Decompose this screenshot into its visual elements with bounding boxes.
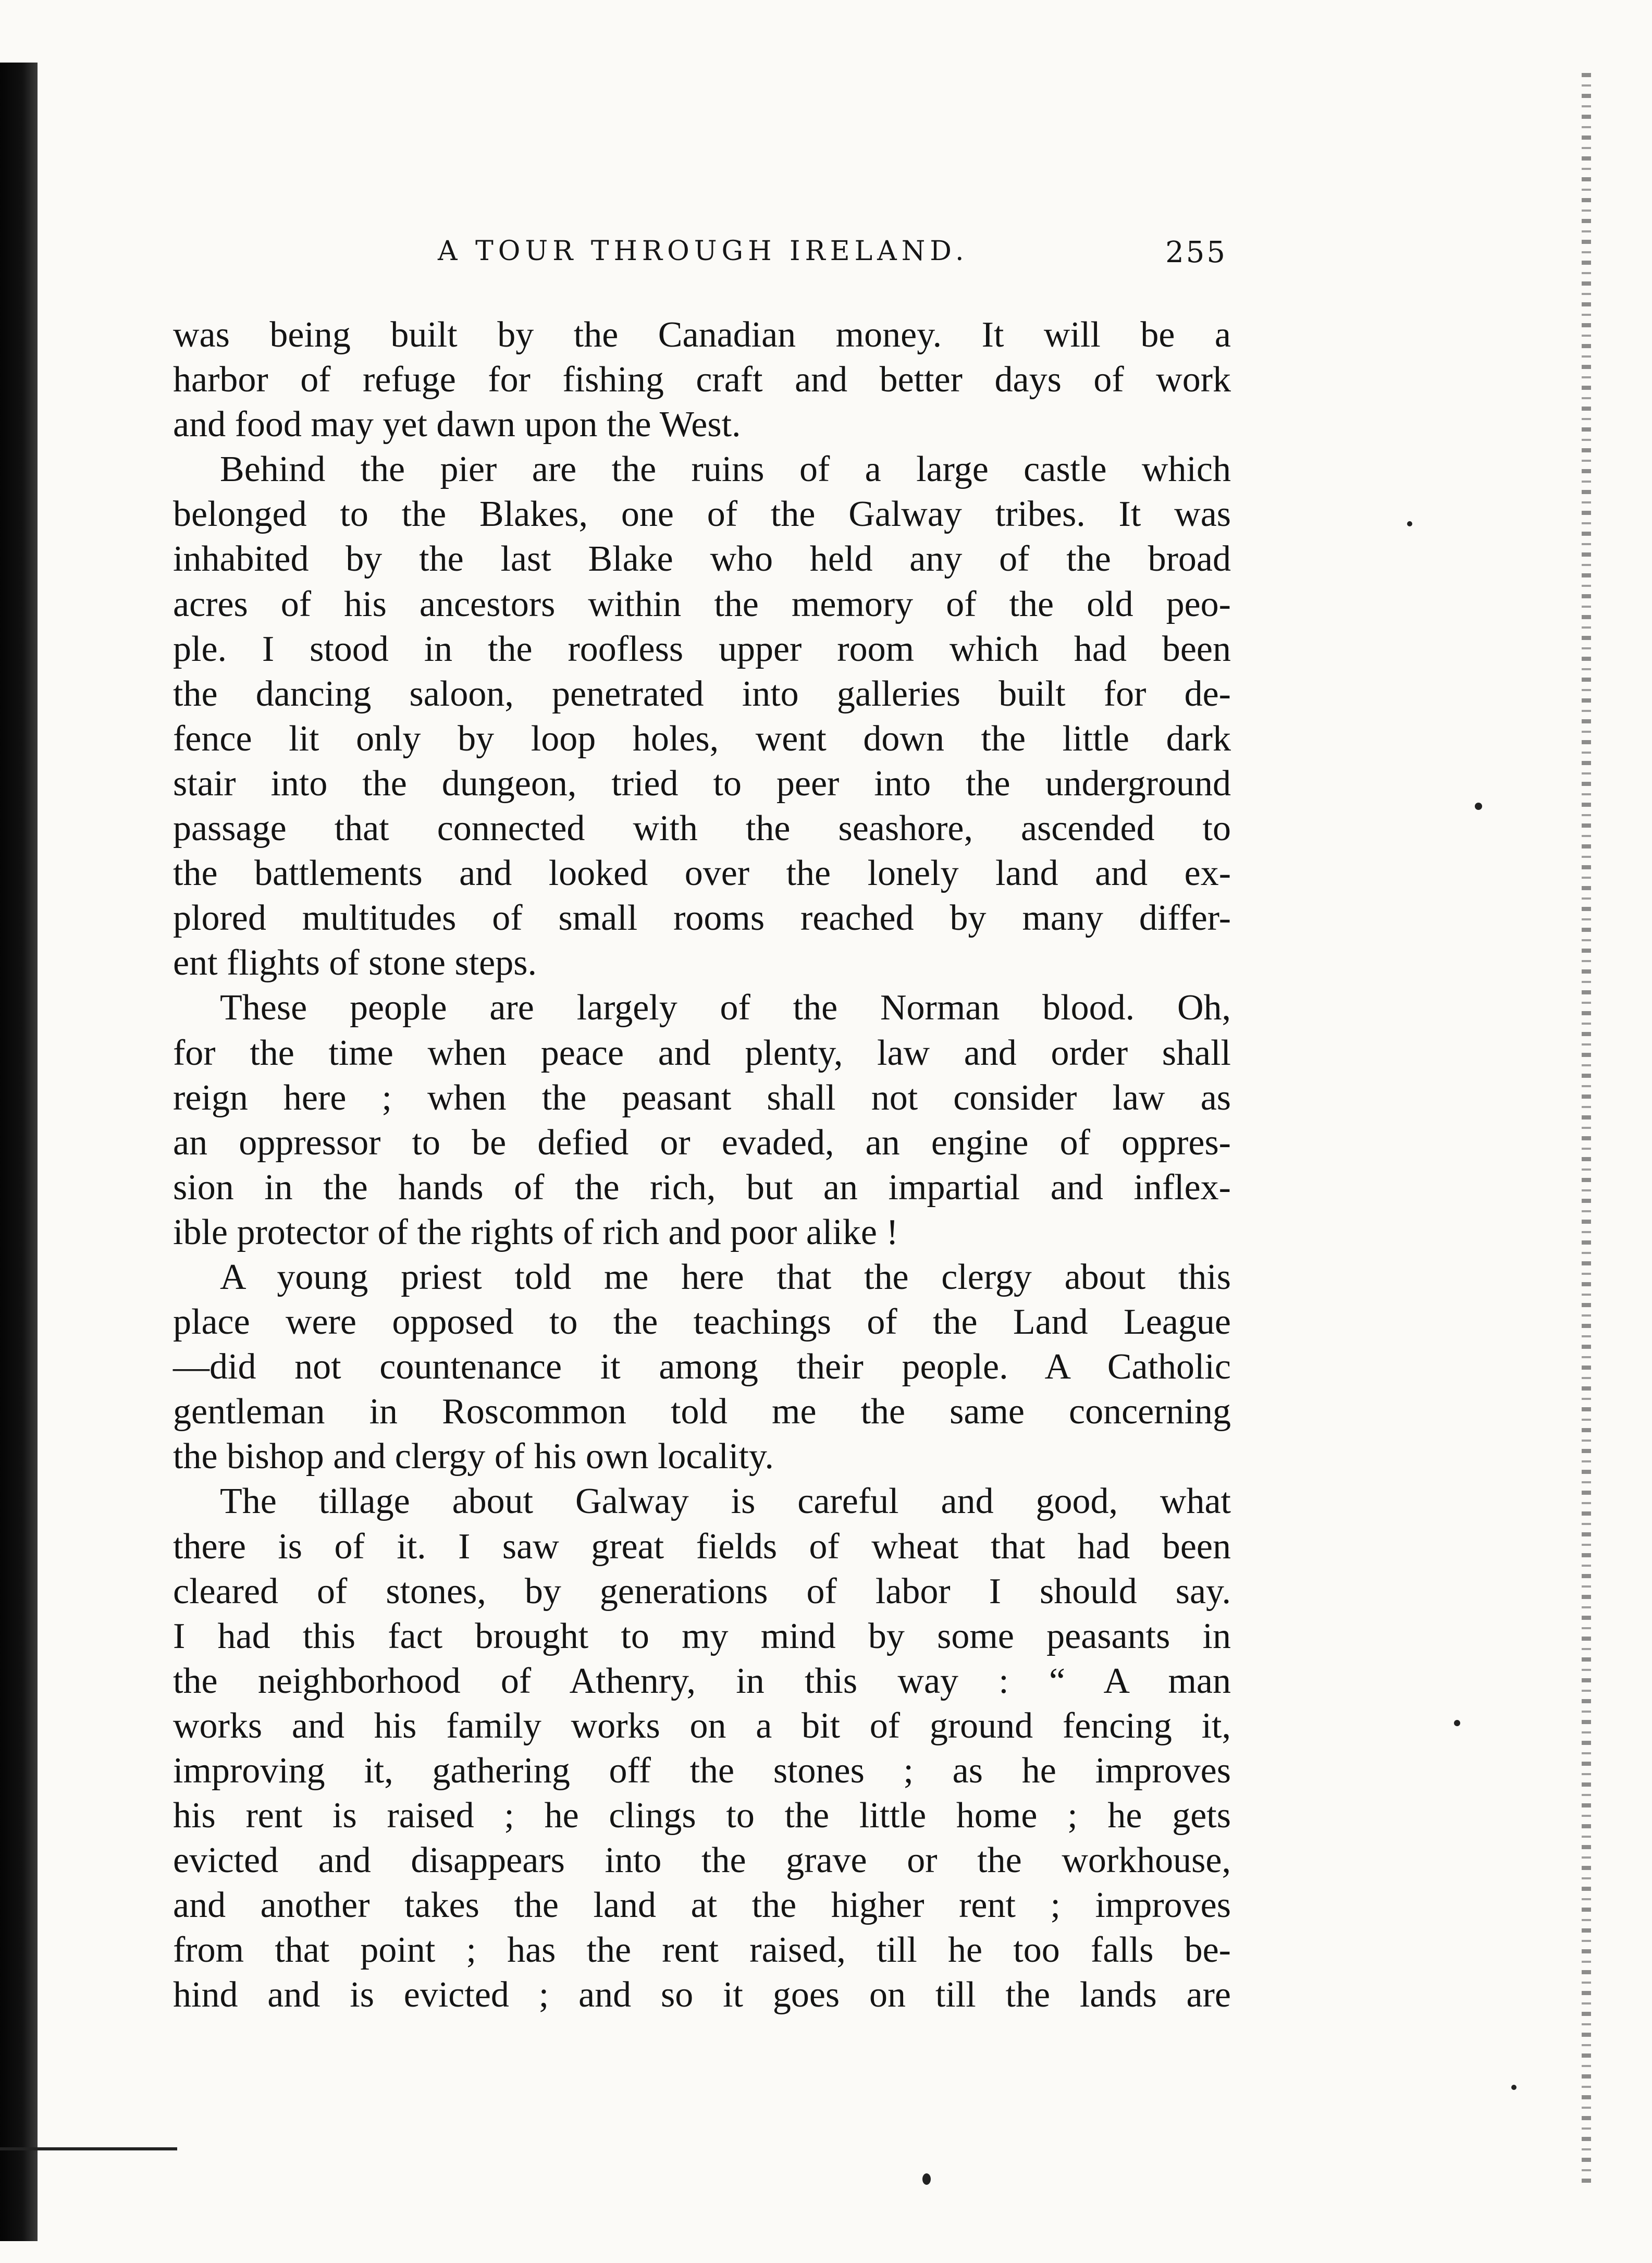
binding-shadow [0,63,38,2241]
text-line: belonged to the Blakes, one of the Galway tribes. It was [173,494,1231,535]
text-line: the battlements and looked over the lonely land and ex- [173,853,1231,894]
text-line: A young priest told me here that the clergy about this [220,1257,1231,1297]
running-head-title: A TOUR THROUGH IRELAND. [438,236,969,267]
page-number: 255 [1165,236,1227,269]
text-line: his rent is raised ; he clings to the little home ; he gets [173,1795,1231,1836]
text-line: —did not countenance it among their people. A Catholic [173,1347,1231,1387]
text-line: ible protector of the rights of rich and poor alike ! [173,1212,898,1252]
text-line: the dancing saloon, penetrated into galleries built for de- [173,673,1231,714]
text-line: The tillage about Galway is careful and good, what [220,1481,1231,1522]
scan-speck [922,2173,931,2185]
text-line: there is of it. I saw great fields of wheat that had been [173,1526,1231,1567]
body-text [173,313,1231,2018]
binding-mark [0,2147,177,2150]
text-line: improving it, gathering off the stones ; as he improves [173,1751,1231,1791]
scan-speck [1511,2085,1517,2090]
text-line: ple. I stood in the roofless upper room which had been [173,629,1231,669]
text-line: for the time when peace and plenty, law and order shall [173,1032,1231,1073]
text-line: gentleman in Roscommon told me the same concerning [173,1392,1231,1432]
text-line: and another takes the land at the higher rent ; improves [173,1885,1231,1926]
text-line: and food may yet dawn upon the West. [173,404,741,445]
text-line: harbor of refuge for fishing craft and better days of work [173,360,1231,400]
text-line: stair into the dungeon, tried to peer into the underground [173,763,1231,804]
text-line: passage that connected with the seashore, ascended to [173,808,1231,849]
text-line: was being built by the Canadian money. It will be a [173,315,1231,355]
running-head [175,236,1227,272]
text-line: the bishop and clergy of his own locality. [173,1436,774,1477]
text-line: reign here ; when the peasant shall not consider law as [173,1077,1231,1118]
scan-speck [1407,521,1412,526]
text-line: plored multitudes of small rooms reached by many differ- [173,898,1231,939]
text-line: hind and is evicted ; and so it goes on till the lands are [173,1975,1231,2015]
text-line: Behind the pier are the ruins of a large castle which [220,449,1231,490]
text-line: from that point ; has the rent raised, till he too falls be- [173,1930,1231,1971]
scan-speck [1454,1720,1460,1726]
text-line: place were opposed to the teachings of the Land League [173,1302,1231,1343]
text-line: ent flights of stone steps. [173,943,537,983]
text-line: acres of his ancestors within the memory of the old peo- [173,584,1231,624]
text-line: sion in the hands of the rich, but an impartial and inflex- [173,1167,1231,1208]
text-line: fence lit only by loop holes, went down the little dark [173,718,1231,759]
text-line: inhabited by the last Blake who held any of the broad [173,539,1231,580]
text-line: These people are largely of the Norman blood. Oh, [220,988,1231,1028]
text-line: I had this fact brought to my mind by some peasants in [173,1616,1231,1656]
text-line: works and his family works on a bit of ground fencing it, [173,1705,1231,1746]
text-line: an oppressor to be defied or evaded, an engine of oppres- [173,1122,1231,1163]
text-line: evicted and disappears into the grave or the workhouse, [173,1840,1231,1881]
text-line: the neighborhood of Athenry, in this way : “ A man [173,1661,1231,1701]
scan-speck [1475,803,1482,810]
page-edge-speckle [1582,73,1591,2184]
text-line: cleared of stones, by generations of labor I should say. [173,1571,1231,1612]
